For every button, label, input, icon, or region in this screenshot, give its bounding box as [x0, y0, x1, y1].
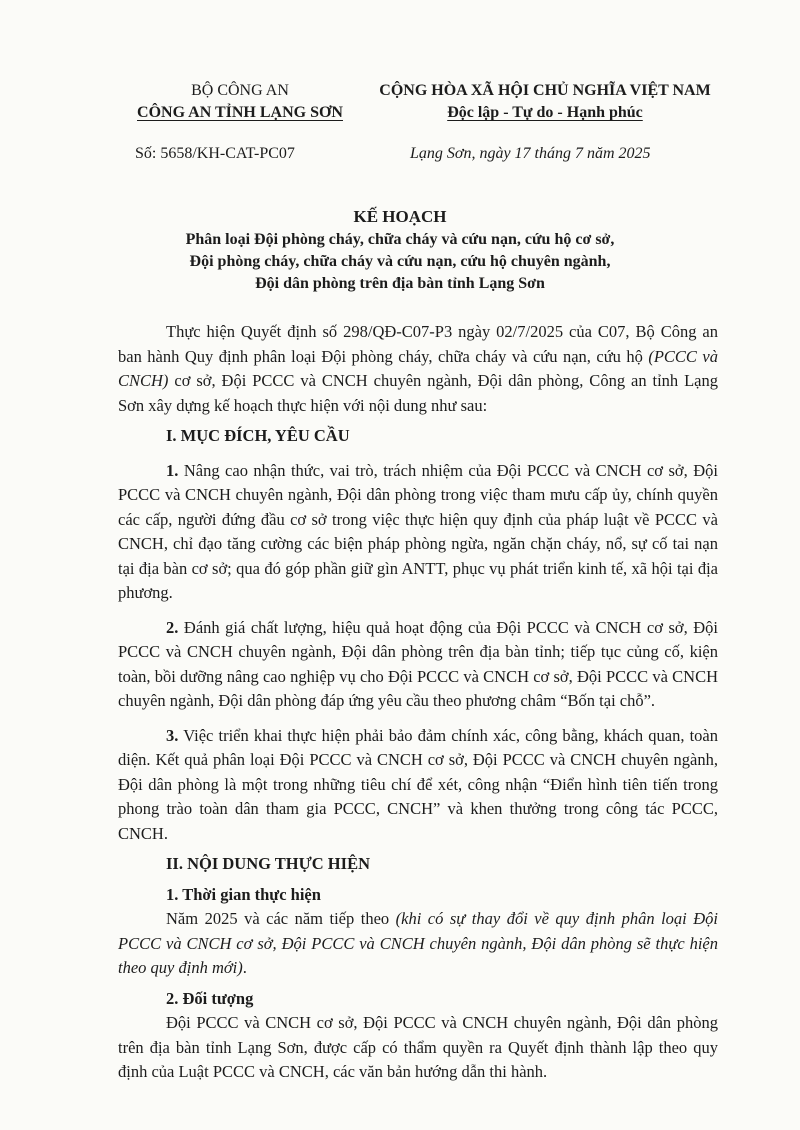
section-2-heading: II. NỘI DUNG THỰC HIỆN	[166, 854, 370, 873]
title-line-3: Đội dân phòng trên địa bàn tỉnh Lạng Sơn	[255, 275, 545, 292]
item-text: Đánh giá chất lượng, hiệu quả hoạt động của Đội PCCC và CNCH cơ sở, Đội PCCC và CNCH chuyên ngành, Đội dân phòng trên địa bàn tỉnh; tiếp tục củng cố, kiện toàn, bồi dưỡng nâng cao nghiệp vụ cho Đội PCCC và CNCH cơ sở, Đội PCCC và CNCH chuyên ngành, Đội dân phòng đáp ứng yêu cầu theo phương châm “Bốn tại chỗ”.	[118, 617, 718, 710]
title-line-2: Đội phòng cháy, chữa cháy và cứu nạn, cứu hộ chuyên ngành,	[189, 253, 611, 270]
title-line-1: Phân loại Đội phòng cháy, chữa cháy và cứu nạn, cứu hộ cơ sở,	[185, 231, 615, 248]
sub1-text-a: Năm 2025 và các năm tiếp theo	[166, 909, 396, 928]
intro-text-a: Thực hiện Quyết định số 298/QĐ-C07-P3 ngày 02/7/2025 của C07, Bộ Công an ban hành Quy định phân loại Đội phòng cháy, chữa cháy và cứu nạn, cứu hộ	[118, 322, 718, 366]
place-date: Lạng Sơn, ngày 17 tháng 7 năm 2025	[410, 145, 651, 162]
section-2-sub-1-text	[118, 907, 718, 981]
section-2-sub-2-text: Đội PCCC và CNCH cơ sở, Đội PCCC và CNCH chuyên ngành, Đội dân phòng trên địa bàn tỉnh Lạng Sơn, được cấp có thẩm quyền ra Quyết định thành lập theo quy định của Luật PCCC và CNCH, các văn bản hướng dẫn thi hành.	[118, 1013, 718, 1081]
sub1-text-b: .	[242, 958, 247, 977]
item-text: Nâng cao nhận thức, vai trò, trách nhiệm của Đội PCCC và CNCH cơ sở, Đội PCCC và CNCH chuyên ngành, Đội dân phòng trong việc tham mưu cấp ủy, chính quyền các cấp, người đứng đầu cơ sở trong việc thực hiện quy định của pháp luật về PCCC và CNCH, chỉ đạo tăng cường các biện pháp phòng ngừa, ngăn chặn cháy, nổ, sự cố tai nạn tại địa bàn cơ sở; qua đó góp phần giữ gìn ANTT, phục vụ phát triển kinh tế, xã hội tại địa phương.	[118, 460, 718, 602]
document-type: KẾ HOẠCH	[353, 207, 447, 226]
nation-name: CỘNG HÒA XÃ HỘI CHỦ NGHĨA VIỆT NAM	[379, 82, 711, 99]
national-motto: Độc lập - Tự do - Hạnh phúc	[447, 104, 643, 121]
section-2-sub-1-heading: 1. Thời gian thực hiện	[166, 884, 321, 904]
document-number: Số: 5658/KH-CAT-PC07	[135, 145, 295, 162]
item-number: 3.	[166, 725, 179, 745]
document-body	[118, 320, 718, 1085]
sub1-text-italic: (khi có sự thay đổi về quy định phân loại Đội PCCC và CNCH cơ sở, Đội PCCC và CNCH chuyên ngành, Đội dân phòng sẽ thực hiện theo quy định mới)	[118, 909, 718, 977]
item-number: 2.	[166, 617, 179, 637]
agency-name: CÔNG AN TỈNH LẠNG SƠN	[137, 104, 343, 121]
ministry-name: BỘ CÔNG AN	[191, 82, 289, 99]
national-title-block	[360, 80, 730, 124]
intro-paragraph	[118, 320, 718, 418]
document-title-block	[120, 205, 680, 295]
section-1-heading: I. MỤC ĐÍCH, YÊU CẦU	[166, 426, 350, 445]
section-1-item-2	[118, 616, 718, 714]
section-2-sub-2-heading: 2. Đối tượng	[166, 988, 254, 1008]
item-number: 1.	[166, 460, 179, 480]
intro-text-b: cơ sở, Đội PCCC và CNCH chuyên ngành, Đội dân phòng, Công an tỉnh Lạng Sơn xây dựng kế hoạch thực hiện với nội dung như sau:	[118, 371, 718, 415]
issuing-agency-block	[110, 80, 370, 124]
section-1-item-1	[118, 459, 718, 606]
section-1-item-3	[118, 724, 718, 847]
item-text: Việc triển khai thực hiện phải bảo đảm chính xác, công bằng, khách quan, toàn diện. Kết quả phân loại Đội PCCC và CNCH cơ sở, Đội PCCC và CNCH chuyên ngành, Đội dân phòng là một trong những tiêu chí để xét, công nhận “Điển hình tiên tiến trong phong trào toàn dân tham gia PCCC, CNCH” và khen thưởng trong công tác PCCC, CNCH.	[118, 725, 718, 843]
intro-text-italic: (PCCC và CNCH)	[118, 346, 718, 390]
